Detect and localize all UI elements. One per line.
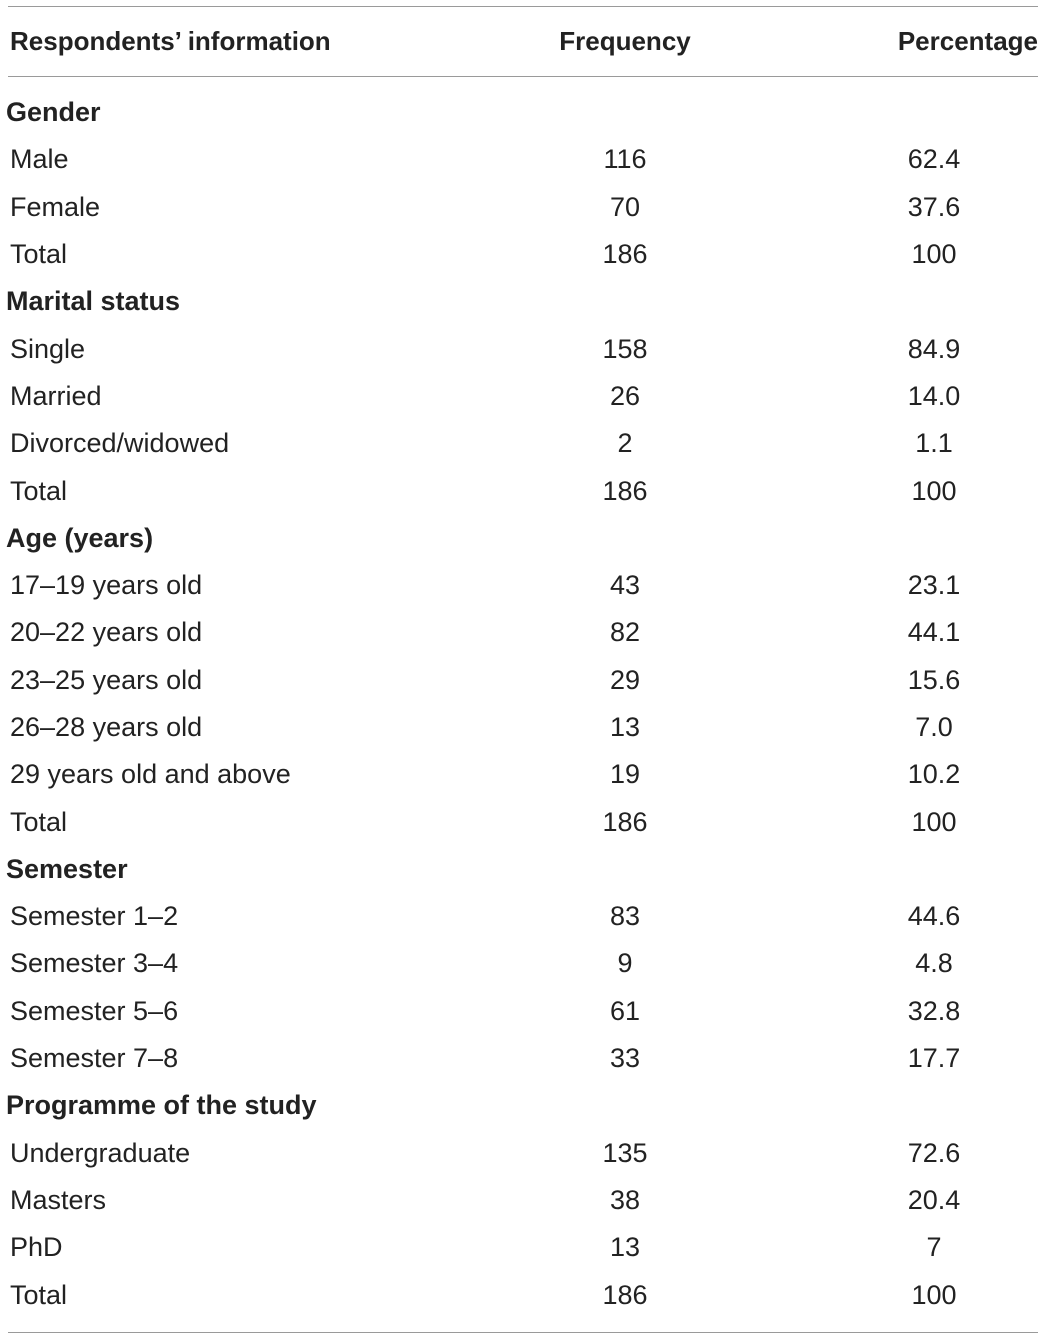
row-percentage: 44.6 [907,901,961,932]
table-row [8,562,1038,609]
section-title: Programme of the study [6,1090,317,1121]
table-row [8,1177,1038,1224]
row-percentage: 62.4 [907,144,961,175]
table-row [8,1224,1038,1271]
row-percentage: 100 [911,239,957,270]
table-row [8,751,1038,798]
row-percentage: 100 [911,475,957,506]
section-title: Semester [6,853,128,884]
row-percentage: 37.6 [907,191,961,222]
row-frequency: 2 [617,428,633,459]
row-frequency: 70 [609,191,641,222]
row-label: Married [10,380,102,411]
table-row [8,467,1038,514]
row-label: Total [10,475,68,506]
row-label: 17–19 years old [10,570,203,601]
table-body [8,77,1038,1332]
row-frequency: 13 [609,712,641,742]
row-label: 23–25 years old [10,664,203,695]
table-row [8,798,1038,845]
demographics-table [8,6,1038,1333]
row-frequency: 38 [609,1184,641,1215]
header-percentage: Percentage [897,26,1038,56]
table-header [8,7,1038,76]
row-frequency: 9 [617,948,633,979]
table-row [8,940,1038,987]
table-row [8,609,1038,656]
row-frequency: 186 [602,1279,648,1310]
section-title: Gender [6,97,101,128]
row-percentage: 84.9 [907,333,961,364]
row-label: Total [10,1279,68,1310]
row-frequency: 33 [609,1043,641,1074]
row-label: Total [10,806,68,837]
row-label: Undergraduate [10,1137,191,1168]
row-percentage: 20.4 [907,1184,961,1215]
table-row [8,1130,1038,1177]
row-label: 29 years old and above [10,759,291,790]
row-label: Total [10,239,68,270]
section-heading-row [8,515,1038,562]
section-heading-row [8,846,1038,893]
table-row [8,893,1038,940]
row-frequency: 83 [609,901,641,932]
row-frequency: 19 [609,759,641,790]
header-respondents-info: Respondents’ information [10,26,331,56]
row-label: PhD [10,1232,63,1263]
row-percentage: 44.1 [907,617,961,648]
row-label: Male [10,144,69,175]
table-row [8,373,1038,420]
row-percentage: 7 [926,1232,942,1263]
table-row [8,657,1038,704]
table-row [8,136,1038,183]
row-label: Semester 1–2 [10,901,179,932]
row-label: 20–22 years old [10,617,203,648]
row-label: Masters [10,1184,107,1215]
row-percentage: 4.8 [915,948,953,979]
table-row [8,231,1038,278]
row-percentage: 17.7 [907,1043,961,1074]
row-percentage: 32.8 [907,995,961,1026]
row-percentage: 23.1 [907,570,961,601]
table-row [8,988,1038,1035]
section-title: Age (years) [6,522,154,553]
row-percentage: 7.0 [915,712,953,742]
row-percentage: 100 [911,1279,957,1310]
row-percentage: 72.6 [907,1137,961,1168]
row-percentage: 15.6 [907,664,961,695]
row-frequency: 82 [609,617,641,648]
row-label: Single [10,333,86,364]
row-frequency: 13 [609,1232,641,1263]
row-label: Semester 3–4 [10,948,179,979]
row-frequency: 135 [602,1137,648,1168]
row-percentage: 10.2 [907,759,961,790]
row-label: Semester 5–6 [10,995,179,1026]
row-label: Divorced/widowed [10,428,230,459]
table-row [8,704,1038,751]
section-title: Marital status [6,286,181,317]
section-heading-row [8,278,1038,325]
row-frequency: 43 [609,570,641,601]
row-frequency: 186 [602,806,648,837]
row-frequency: 158 [602,333,648,364]
table-row [8,1271,1038,1318]
section-heading-row [8,1082,1038,1129]
row-frequency: 116 [603,144,647,175]
row-label: 26–28 years old [10,712,203,742]
row-percentage: 14.0 [907,380,961,411]
row-percentage: 100 [911,806,957,837]
row-percentage: 1.1 [915,428,953,459]
row-frequency: 29 [609,664,641,695]
row-frequency: 186 [602,239,648,270]
row-frequency: 26 [609,380,641,411]
section-heading-row [8,89,1038,136]
row-label: Semester 7–8 [10,1043,179,1074]
bottom-rule [8,1332,1038,1333]
row-frequency: 61 [609,995,641,1026]
header-frequency: Frequency [559,26,691,56]
table-row [8,184,1038,231]
table-row [8,420,1038,467]
row-label: Female [10,191,101,222]
table-row [8,1035,1038,1082]
row-frequency: 186 [602,475,648,506]
table-row [8,325,1038,372]
